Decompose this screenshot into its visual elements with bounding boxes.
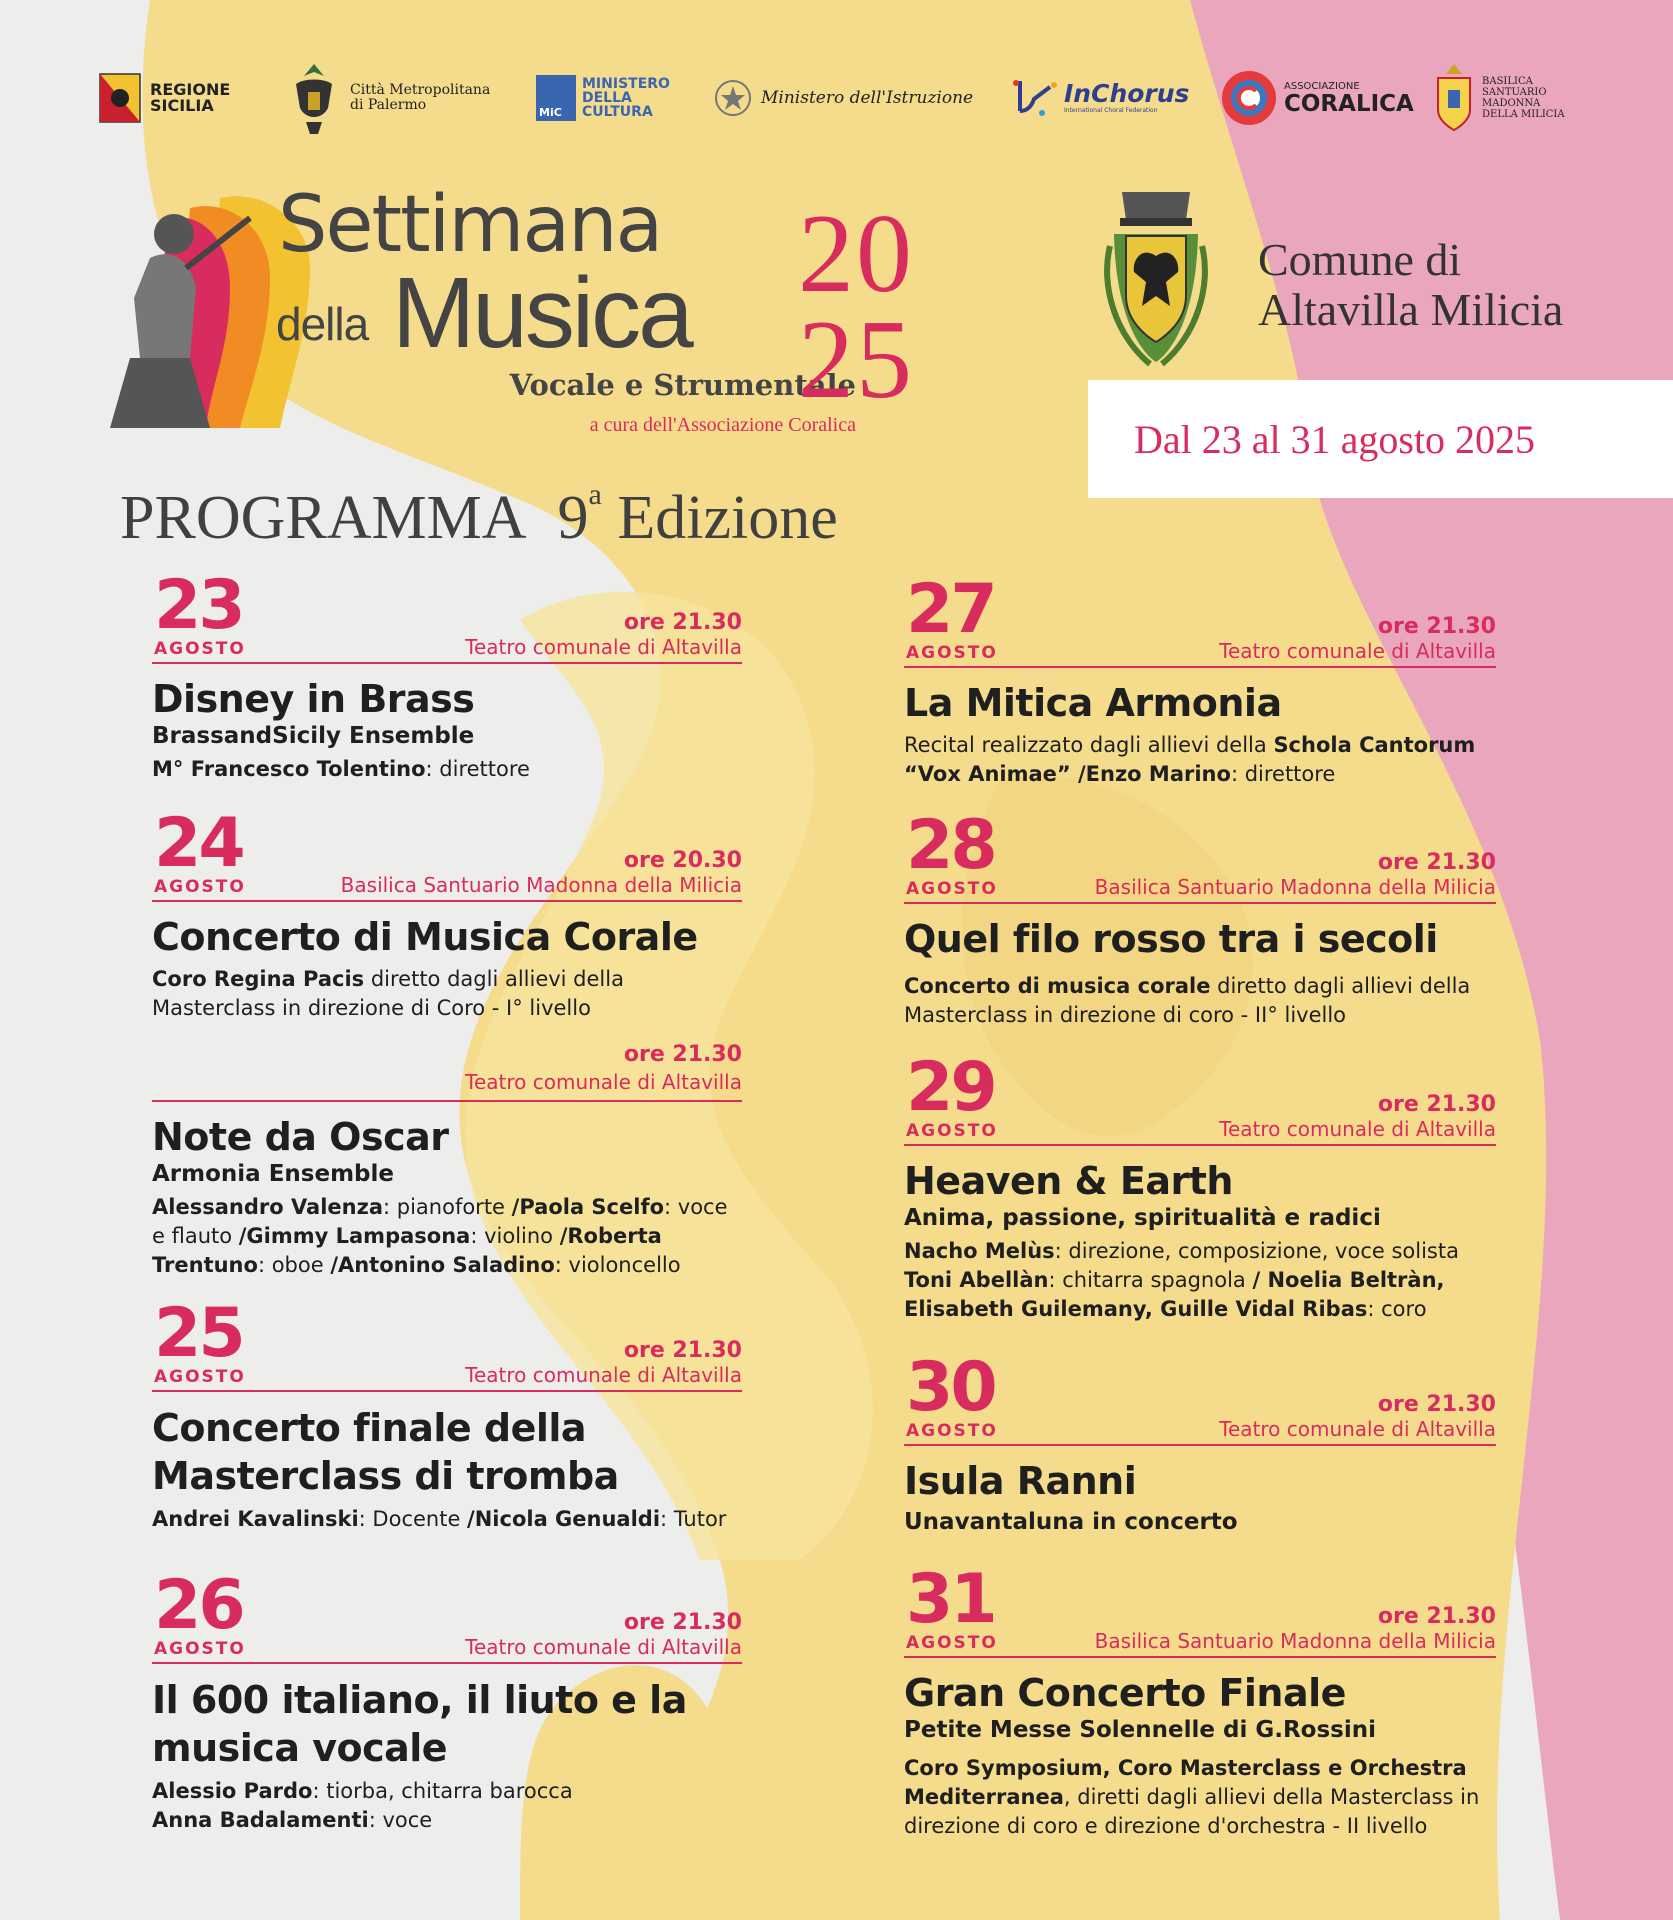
date-range: Dal 23 al 31 agosto 2025: [1134, 416, 1536, 462]
event-time: ore 20.30: [623, 848, 742, 873]
event-time: ore 21.30: [1377, 1604, 1496, 1629]
inchorus-label: InChorus: [1064, 79, 1190, 108]
event-header: [904, 1048, 1496, 1146]
event-time: ore 21.30: [623, 1042, 742, 1067]
event-title: Gran Concerto Finale: [904, 1671, 1346, 1715]
edition-sup: a: [588, 478, 602, 511]
event-title: Il 600 italiano, il liuto e la musica vocale: [152, 1678, 687, 1770]
event-description: Alessio Pardo: tiorba, chitarra barocca Anna Badalamenti: voce: [152, 1779, 573, 1832]
programma-label: PROGRAMMA: [120, 484, 527, 552]
mic-label: MiC: [539, 106, 562, 119]
basilica-label: BASILICA SANTUARIO MADONNA DELLA MILICIA: [1482, 76, 1565, 120]
title-settimana: Settimana: [278, 180, 662, 270]
event-venue: Teatro comunale di Altavilla: [465, 1363, 742, 1387]
event-header: [152, 566, 742, 664]
event-title: Heaven & Earth: [904, 1159, 1233, 1203]
event-month: AGOSTO: [154, 639, 246, 659]
event-day: 29: [906, 1048, 995, 1127]
comune-crest-icon: [1086, 186, 1226, 376]
event-24-agosto: [152, 804, 742, 1023]
logo-regione-sicilia: [98, 58, 230, 138]
logo-coralica: [1220, 58, 1414, 138]
coralica-small-label: ASSOCIAZIONE: [1284, 80, 1360, 92]
event-day: 28: [906, 806, 995, 885]
event-description: Nacho Melùs: direzione, composizione, voce solista Toni Abellàn: chitarra spagnola / Noelia Beltràn, Elisabeth Guilemany, Guille Vidal Ribas: coro: [904, 1239, 1459, 1321]
event-month: AGOSTO: [906, 879, 998, 899]
title-musica: Musica: [392, 257, 691, 369]
event-venue: Teatro comunale di Altavilla: [1219, 1117, 1496, 1141]
edition-label: Edizione: [617, 484, 838, 552]
event-month: AGOSTO: [906, 1421, 998, 1441]
event-title: Isula Ranni: [904, 1459, 1137, 1503]
event-venue: Teatro comunale di Altavilla: [1219, 1417, 1496, 1441]
event-venue: Basilica Santuario Madonna della Milicia: [1094, 875, 1496, 899]
event-subtitle: Petite Messe Solennelle di G.Rossini: [904, 1717, 1376, 1743]
event-subtitle: Armonia Ensemble: [152, 1161, 394, 1187]
ministero-cultura-label: MINISTERO DELLA CULTURA: [582, 76, 670, 120]
event-title: Concerto di Musica Corale: [152, 915, 698, 959]
event-day: 24: [154, 804, 243, 883]
eagle-crest-icon: [288, 58, 340, 138]
event-description: Concerto di musica corale diretto dagli allievi della Masterclass in direzione di coro - II° livello: [904, 974, 1471, 1027]
coralica-icon: [1220, 69, 1278, 127]
event-month: AGOSTO: [154, 1367, 246, 1387]
event-header: [152, 1040, 742, 1102]
event-month: AGOSTO: [154, 877, 246, 897]
event-23-agosto: [152, 566, 742, 784]
logo-basilica: [1432, 58, 1565, 138]
event-title: La Mitica Armonia: [904, 681, 1282, 725]
event-28-agosto: [904, 806, 1496, 1030]
event-header: [904, 806, 1496, 904]
event-header: [904, 1560, 1496, 1658]
inchorus-sub-label: International Choral Federation: [1064, 107, 1158, 114]
mic-square-icon: [536, 75, 576, 121]
event-subtitle: Anima, passione, spiritualità e radici: [904, 1205, 1381, 1231]
event-venue: Teatro comunale di Altavilla: [465, 1070, 742, 1094]
festival-title: [110, 180, 970, 450]
comune-line-1: Comune di: [1258, 234, 1462, 285]
event-description: Coro Regina Pacis diretto dagli allievi della Masterclass in direzione di Coro - I° livello: [152, 967, 624, 1020]
event-description: Alessandro Valenza: pianoforte /Paola Scelfo: voce e flauto /Gimmy Lampasona: violino /Roberta Trentuno: oboe /Antonino Saladino: violoncello: [152, 1195, 728, 1277]
coralica-label: CORALICA: [1284, 90, 1414, 117]
event-time: ore 21.30: [623, 1610, 742, 1635]
event-header: [152, 1566, 742, 1664]
regione-label: REGIONE SICILIA: [150, 80, 231, 115]
event-month: AGOSTO: [906, 1633, 998, 1653]
event-title: Concerto finale della Masterclass di tromba: [152, 1406, 619, 1498]
event-subtitle: Unavantaluna in concerto: [904, 1509, 1238, 1535]
ministero-istruzione-label: Ministero dell'Istruzione: [761, 87, 974, 108]
event-time: ore 21.30: [1377, 1392, 1496, 1417]
programma-heading: [120, 478, 838, 554]
event-month: AGOSTO: [906, 643, 998, 663]
comune-line-2: Altavilla Milicia: [1258, 284, 1564, 335]
event-header: [904, 1348, 1496, 1446]
event-title: Disney in Brass: [152, 677, 475, 721]
sponsor-logos: [98, 58, 1578, 138]
event-29-agosto: [904, 1048, 1496, 1324]
comune-title: [1258, 235, 1563, 335]
edition-number: 9: [557, 484, 589, 552]
event-day: 27: [906, 570, 995, 649]
date-banner: [1088, 380, 1673, 498]
event-31-agosto: [904, 1560, 1496, 1841]
event-26-agosto: [152, 1566, 742, 1835]
event-header: [904, 570, 1496, 668]
event-header: [152, 804, 742, 902]
italian-emblem-icon: [713, 76, 753, 120]
event-venue: Basilica Santuario Madonna della Milicia: [1094, 1629, 1496, 1653]
event-30-agosto: [904, 1348, 1496, 1536]
event-title: Note da Oscar: [152, 1115, 449, 1159]
event-time: ore 21.30: [1377, 850, 1496, 875]
event-time: ore 21.30: [1377, 614, 1496, 639]
event-time: ore 21.30: [1377, 1092, 1496, 1117]
event-25-agosto: [152, 1294, 742, 1534]
event-day: 23: [154, 566, 243, 645]
citta-label: Città Metropolitana di Palermo: [350, 82, 491, 113]
title-della: della: [276, 298, 369, 350]
inchorus-icon: [1010, 75, 1060, 121]
event-24-agosto-second: [152, 1034, 742, 1280]
logo-ministero-cultura: [536, 58, 670, 138]
event-venue: Basilica Santuario Madonna della Milicia: [340, 873, 742, 897]
event-day: 31: [906, 1560, 995, 1639]
sicily-flag-icon: [98, 72, 142, 124]
event-description: Recital realizzato dagli allievi della Schola Cantorum “Vox Animae” /Enzo Marino: direttore: [904, 733, 1476, 786]
event-description: Andrei Kavalinski: Docente /Nicola Genualdi: Tutor: [152, 1507, 727, 1531]
logo-citta-metropolitana: [288, 58, 490, 138]
event-venue: Teatro comunale di Altavilla: [465, 635, 742, 659]
title-vocale-strumentale: Vocale e Strumentale: [509, 368, 856, 402]
title-curated-by: a cura dell'Associazione Coralica: [589, 414, 856, 436]
event-description: M° Francesco Tolentino: direttore: [152, 757, 530, 781]
logo-ministero-istruzione: [713, 58, 973, 138]
year-top: 20: [798, 192, 914, 316]
event-day: 25: [154, 1294, 243, 1373]
event-month: AGOSTO: [906, 1121, 998, 1141]
event-day: 30: [906, 1348, 995, 1427]
year-bottom: 25: [798, 298, 914, 422]
basilica-crest-icon: [1432, 62, 1476, 134]
event-description: Coro Symposium, Coro Masterclass e Orchestra Mediterranea, diretti dagli allievi della Masterclass in direzione di coro e direzione d'orchestra - II livello: [904, 1756, 1480, 1838]
event-month: AGOSTO: [154, 1639, 246, 1659]
event-venue: Teatro comunale di Altavilla: [465, 1635, 742, 1659]
logo-inchorus: [1010, 58, 1189, 138]
event-time: ore 21.30: [623, 1338, 742, 1363]
event-subtitle: BrassandSicily Ensemble: [152, 723, 475, 749]
event-header: [152, 1294, 742, 1392]
event-title: Quel filo rosso tra i secoli: [904, 917, 1438, 961]
event-27-agosto: [904, 570, 1496, 789]
event-day: 26: [154, 1566, 243, 1645]
event-time: ore 21.30: [623, 610, 742, 635]
event-venue: Teatro comunale di Altavilla: [1219, 639, 1496, 663]
